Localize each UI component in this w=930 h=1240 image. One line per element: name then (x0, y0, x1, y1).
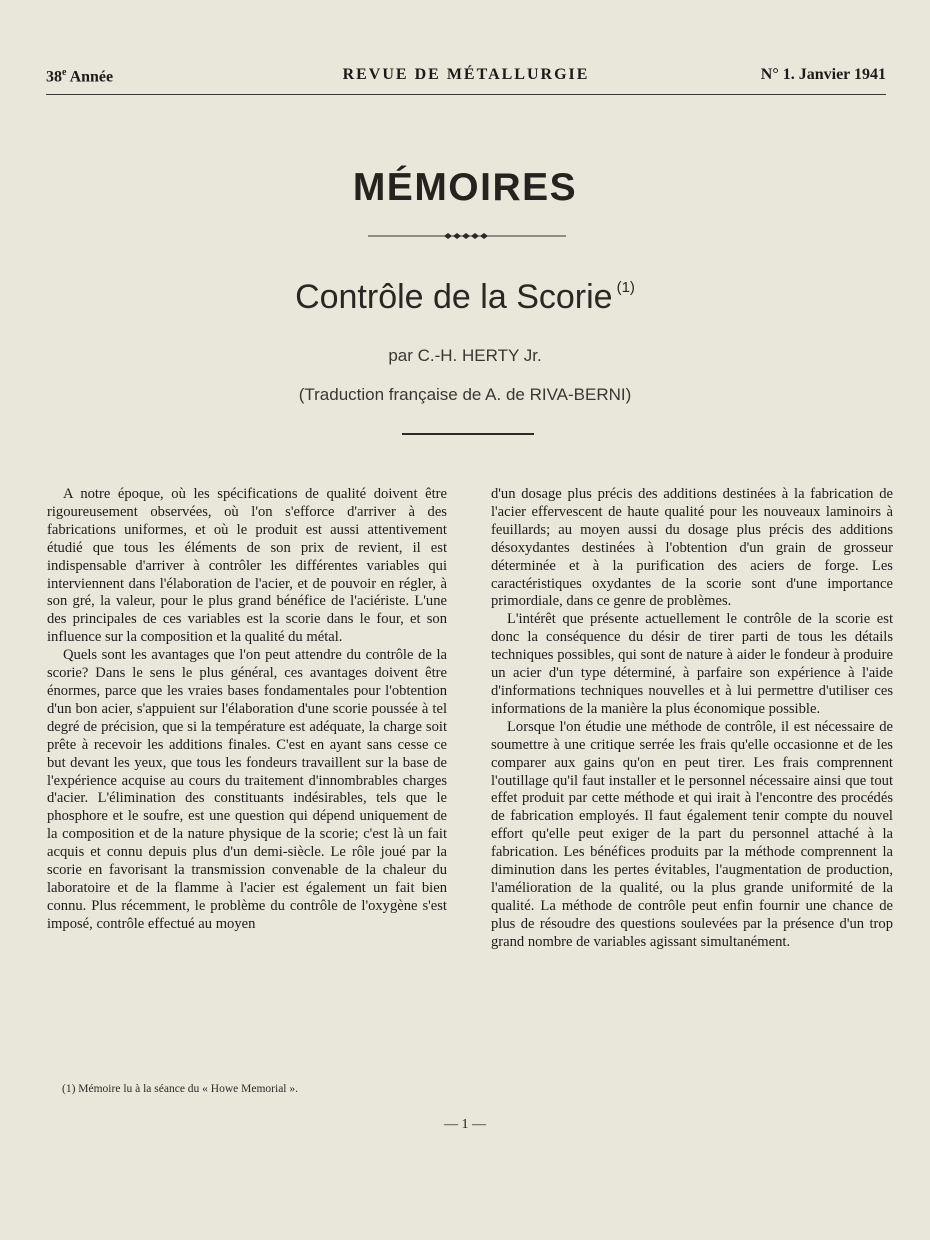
paragraph: Lorsque l'on étudie une méthode de contrôle, il est nécessaire de soumettre à une critique serrée les frais qu'elle occasionne et de les comparer aux gains qu'on en peut tirer. Les frais comprennent l'outillage qu'il faut installer et le personnel nécessaire ainsi que tout effet produit par cette méthode et qui irait à l'encontre des procédés de fabrication employés. Il faut également tenir compte du nouvel effort qu'elle peut exiger de la part du personnel attaché à la fabrication. Les bénéfices produits par la méthode comprennent la diminution dans les pertes évitables, l'augmentation de production, l'amélioration de la qualité, ou la plus grande uniformité de la qualité. La méthode de contrôle peut enfin fournir une chance de plus de résoudre des questions soulevées par la présence d'un trop grand nombre de variables agissant simultanément. (491, 718, 893, 950)
running-header (46, 64, 886, 90)
byline: par C.-H. HERTY Jr. (388, 346, 542, 365)
paragraph: L'intérêt que présente actuellement le contrôle de la scorie est donc la conséquence du désir de tirer parti de tous les détails techniques possibles, qui sont de nature à aider le fondeur à produire un acier d'un type déterminé, à parfaire son expérience à l'aide d'informations techniques nouvelles et à lui permettre d'utiliser ces informations de la manière la plus économique possible. (491, 611, 893, 717)
paragraph: A notre époque, où les spécifications de qualité doivent être rigoureusement observées, où l'on s'efforce d'arriver à des fabrications uniformes, et où le produit est aussi attentivement étudié que tous les éléments de son prix de revient, il est indispensable d'arriver à contrôler les différentes variables qui interviennent dans l'élaboration de l'acier, et de pouvoir en régler, à son gré, la valeur, pour le plus grand bénéfice de l'aciériste. L'une des principales de ces variables est la scorie dans le four, et son influence sur la composition et la qualité du métal. (47, 486, 447, 646)
paragraph: d'un dosage plus précis des additions destinées à la fabrication de l'acier effervescent de haute qualité pour les nouveaux laminoirs à feuillards; au moyen aussi du dosage plus précis des additions désoxydantes destinées à l'obtention d'un grain de grosseur déterminée et à la purification des aciers de forge. Les caractéristiques oxydantes de la scorie sont d'une importance primordiale, dans ce genre de problèmes. (491, 486, 893, 610)
article-title-text: Contrôle de la Scorie (295, 278, 613, 316)
year-word: Année (66, 68, 114, 86)
title-rule (402, 433, 534, 435)
year-number: 38 (46, 68, 62, 86)
page-number: — 1 — (444, 1117, 486, 1132)
paragraph: Quels sont les avantages que l'on peut attendre du contrôle de la scorie? Dans le sens le plus général, ces avantages doivent être énormes, parce que les vraies bases fondamentales pour l'obtention d'un bon acier, s'appuient sur l'élaboration d'une scorie poussée à tel degré de précision, que si la température est adéquate, la charge soit prête à recevoir les additions finales. C'est en ayant sans cesse ce but devant les yeux, que tous les fondeurs travaillent sur la base de l'expérience acquise au cours du traitement d'innombrables charges d'acier. L'élimination des constituants indésirables, tels que le phosphore et le soufre, est une question qui dépend uniquement de la composition et de la nature physique de la scorie; c'est là un fait acquis et connu depuis plus d'un demi-siècle. Le rôle joué par la scorie en favorisant la transmission convenable de la chaleur du laboratoire et de la flamme à l'acier est également un fait bien connu. Plus récemment, le problème du contrôle de l'oxygène s'est imposé, contrôle effectué au moyen (47, 647, 447, 932)
journal-name: REVUE DE MÉTALLURGIE (342, 66, 590, 83)
translation-credit: (Traduction française de A. de RIVA-BERNI) (298, 385, 632, 404)
title-footnote-mark: (1) (616, 279, 635, 296)
year-sup: e (62, 67, 67, 78)
footnote: (1) Mémoire lu à la séance du « Howe Memorial ». (62, 1083, 298, 1095)
article-title (0, 278, 930, 317)
header-rule (46, 94, 886, 95)
right-column (491, 486, 893, 952)
ornament-divider (368, 229, 566, 243)
section-title: MÉMOIRES (352, 166, 578, 209)
issue-date: N° 1. Janvier 1941 (760, 66, 886, 83)
left-column (47, 486, 447, 934)
